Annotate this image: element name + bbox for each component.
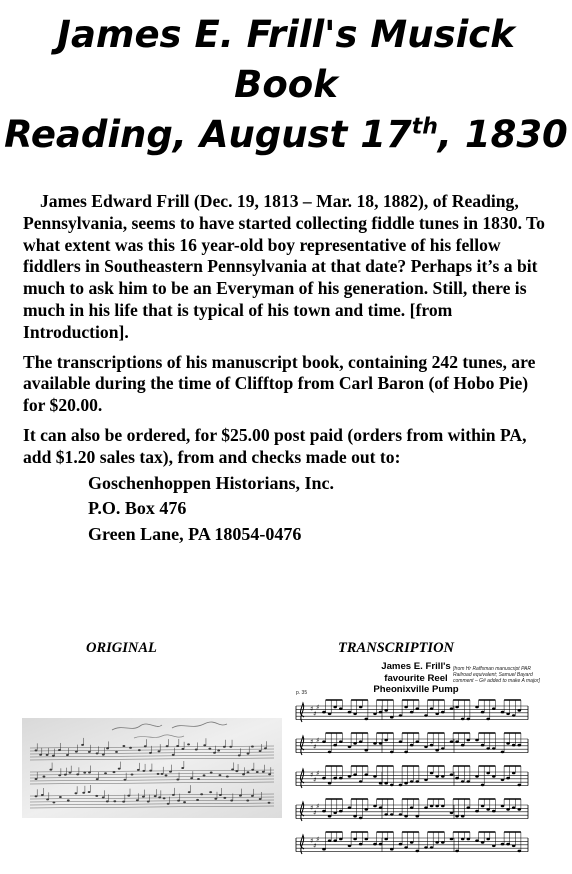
transcriptions-paragraph: The transcriptions of his manuscript book, containing 242 tunes, are available during the time of Clifftop from Carl Baron (of Hobo Pie) for $20.00. (23, 351, 536, 416)
svg-text:♯: ♯ (316, 703, 320, 712)
address-line-2: P.O. Box 476 (88, 498, 187, 519)
svg-text:♯: ♯ (316, 835, 320, 844)
svg-text:♯: ♯ (316, 769, 320, 778)
svg-text:♯: ♯ (313, 776, 317, 784)
svg-text:♯: ♯ (313, 842, 317, 850)
address-line-3: Green Lane, PA 18054-0476 (88, 523, 302, 544)
svg-text:♯: ♯ (310, 837, 314, 845)
flyer-body (23, 191, 553, 547)
music-staves (292, 698, 542, 864)
flyer-title (0, 10, 572, 160)
title-line-2: Book (234, 63, 338, 106)
svg-text:♯: ♯ (313, 743, 317, 751)
transcription-label: TRANSCRIPTION (338, 640, 455, 656)
title-date-text: Reading, August 17 (4, 113, 412, 156)
svg-text:♯: ♯ (310, 705, 314, 713)
address-line-1: Goschenhoppen Historians, Inc. (88, 472, 335, 493)
score-source-note: [from Hr Raffsman manuscript PAR Railroad equivalent; Samuel Bayard comment – G# added to make A major] (453, 666, 540, 684)
staff-1 (296, 700, 528, 722)
staff-4 (296, 799, 528, 821)
score-page-number: p. 35 (296, 690, 308, 696)
order-paragraph: It can also be ordered, for $25.00 post paid (orders from within PA, add $1.20 sales tax), from and checks made out to: (23, 424, 527, 467)
svg-text:♯: ♯ (313, 710, 317, 718)
title-line-1: James E. Frill's Musick (57, 13, 515, 56)
staff-2 (296, 733, 528, 755)
svg-text:♯: ♯ (316, 736, 320, 745)
title-date-ordinal: th (411, 114, 438, 140)
svg-text:♯: ♯ (310, 804, 314, 812)
original-label: ORIGINAL (86, 640, 157, 656)
intro-paragraph: James Edward Frill (Dec. 19, 1813 – Mar. 18, 1882), of Reading, Pennsylvania, seems to have started collecting fiddle tunes in 1830. To what extent was this 16 year-old boy representative of his fellow fiddlers in Southeastern Pennsylvania at that date? Perhaps it’s a bit much to ask him to be an Everyman of his generation. Still, there is much in his life that is typical of his town and time. [from Introduction]. (23, 191, 545, 342)
title-date-year: , 1830 (437, 113, 568, 156)
transcription-score (292, 660, 542, 864)
score-title-line-3: Pheonixville Pump (373, 684, 459, 695)
title-line-3 (0, 110, 572, 160)
svg-text:♯: ♯ (310, 738, 314, 746)
manuscript-photo (22, 718, 282, 818)
svg-text:♯: ♯ (316, 802, 320, 811)
score-title-line-1: James E. Frill's (381, 661, 451, 672)
svg-text:♯: ♯ (310, 771, 314, 779)
score-title-line-2: favourite Reel (384, 672, 448, 684)
svg-text:♯: ♯ (313, 809, 317, 817)
staff-5 (296, 832, 528, 854)
mailing-address (88, 471, 553, 548)
staff-3 (296, 766, 528, 788)
